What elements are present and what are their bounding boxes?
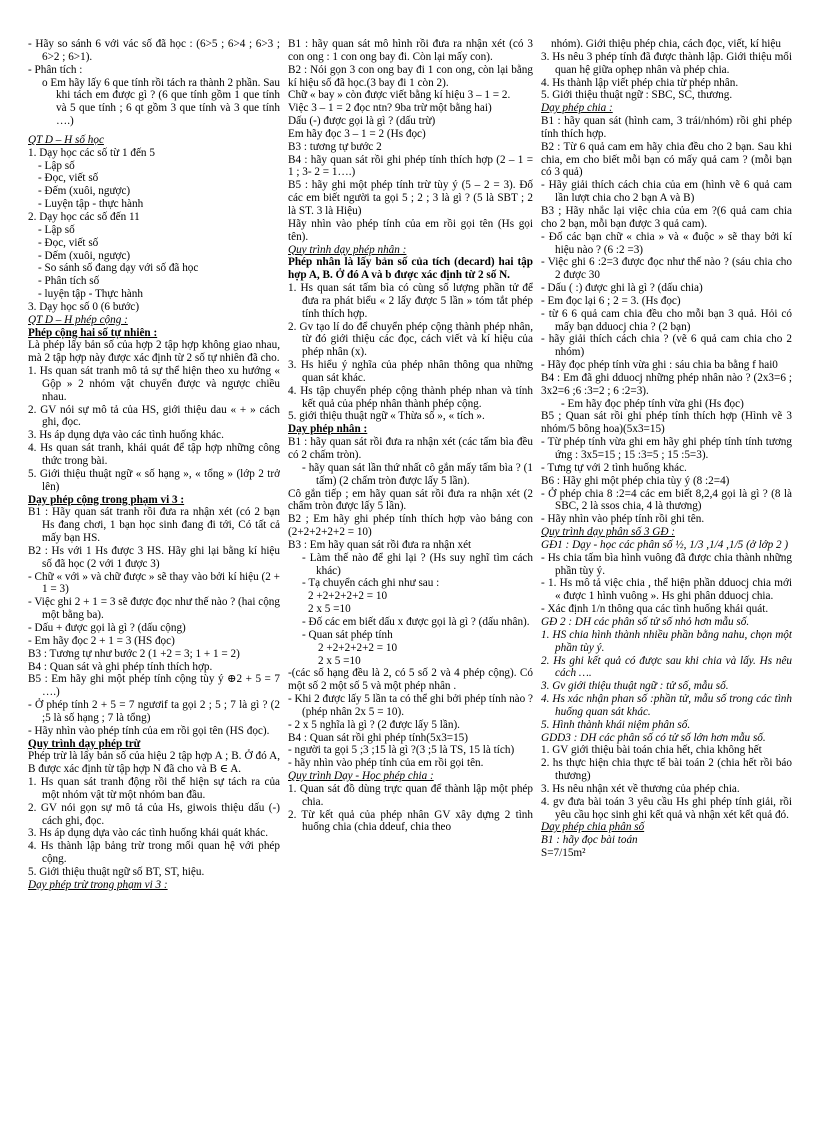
text-line: 4. Hs thành lập bảng trừ trong mối quan hệ với phép cộng. [28, 840, 280, 866]
text-line: 2. Gv tạo lí do để chuyển phép cộng thành phép nhân, từ đó giới thiệu các đọc, cách viết và kí hiệu của phép nhân (x). [288, 320, 533, 359]
text-line: B1 : Hãy quan sát tranh rồi đưa ra nhận xét (có 2 bạn Hs đang chơi, 1 bạn học sinh đang đi tới, Có tất cả mấy bạn HS. [28, 506, 280, 545]
text-line: B4 : Quan sát và ghi phép tính thích hợp. [28, 660, 213, 673]
text-line: - người ta gọi 5 ;3 ;15 là gì ?(3 ;5 là TS, 15 là tích) [288, 744, 515, 757]
text-line: 1. Hs quan sát tranh động rồi thể hiện sự tách ra của một nhóm vật từ một nhóm ban đầu. [28, 776, 280, 801]
text-line: 3. Hs áp dụng dựa vào các tình huống khác. [28, 429, 224, 442]
text-line: Dạy phép chia phân số [541, 821, 645, 834]
text-line: Em hãy đọc 3 – 1 = 2 (Hs đọc) [288, 127, 426, 140]
text-line: - Tạ chuyển cách ghi như sau : [302, 577, 440, 590]
text-line: 3. Hs nêu nhận xét về thương của phép chia. [541, 782, 740, 795]
text-line: - Hãy nhìn vào phép tính rồi ghi tên. [541, 513, 705, 526]
text-line: - Hãy đọc phép tính vừa ghi : sáu chia ba bằng f hai0 [541, 359, 778, 372]
text-line: 2. Dạy học các số đến 11 [28, 210, 140, 223]
text-line: - Xác định 1/n thông qua các tình huống khái quát. [541, 603, 769, 616]
text-line: - Đố các em biết dấu x được gọi là gì ? (dấu nhân). [302, 615, 530, 628]
column-1 [28, 38, 280, 1113]
text-line: - từ 6 6 quả cam chia đều cho mỗi bạn 3 quả. Hỏi có mấy bạn dduocj chia ? (2 bạn) [541, 307, 792, 333]
text-line: B6 : Hãy ghi một phép chia tùy ý (8 :2=4) [541, 474, 730, 487]
text-line: - Làm thế nào để ghi lại ? (Hs suy nghĩ tìm cách khác) [302, 551, 533, 577]
text-line: - Quan sát phép tính [302, 628, 393, 641]
text-line: B2 : Nói gọn 3 con ong bay đi 1 con ong, còn lại bằng kí hiệu số đã học.(3 bay đi 1 còn 2). [288, 63, 533, 89]
text-line: 1. Dạy học các số từ 1 đến 5 [28, 146, 155, 159]
text-line: 3. Hs hiểu ý nghĩa của phép nhân thông qua những quan sát khác. [288, 359, 533, 384]
text-line: - Ở phép chia 8 :2=4 các em biết 8,2,4 gọi là gì ? (8 là SBC, 2 là ssos chia, 4 là thương) [541, 487, 792, 513]
text-line: - 2 x 5 nghĩa là gì ? (2 được lấy 5 lần). [288, 718, 460, 731]
text-line: S=7/15m² [541, 847, 586, 860]
text-line: - Tưng tự với 2 tình huống khác. [541, 461, 687, 474]
text-line: Quy trình dạy phép nhân : [288, 243, 407, 256]
text-line: 5. Giới thiệu thuật ngữ « số hạng », « tổng » (lớp 2 trở lên) [28, 467, 280, 493]
text-line: B3 : tương tự bước 2 [288, 140, 382, 153]
text-line: - Lập số [38, 223, 75, 236]
text-line: - Đọc, viết số [38, 172, 99, 185]
text-line: 1. Hs quan sát tranh mô tả sự thể hiện theo xu hướng « Gộp » 2 nhóm vật chuyển được và ngược chiều nhau. [28, 365, 280, 403]
text-line: 1. HS chia hình thành nhiều phần bằng nahu, chọn một phần tùy ý. [541, 628, 792, 654]
text-line: - Việc ghi 2 + 1 = 3 sẽ được đọc như thế nào ? (hai cộng một bằng ba). [28, 596, 280, 622]
text-line: - Đếm (xuôi, ngược) [38, 185, 131, 198]
text-line: QT D – H phép cộng : [28, 313, 128, 326]
text-line: GĐ1 : Dạy - học các phân số ½, 1/3 ,1/4 ,1/5 (ở lớp 2 ) [541, 538, 789, 551]
column-3 [541, 38, 792, 1113]
text-line: 3. Hs áp dụng dựa vào các tình huống khái quát khác. [28, 827, 269, 840]
text-line: 2. Từ kết quả của phép nhân GV xây dựng 2 tình huống chia (chia ddeuf, chia theo [288, 808, 533, 834]
document-page [28, 38, 792, 1113]
text-line: Hãy nhìn vào phép tính của em rồi gọi tên (Hs gọi tên). [288, 217, 533, 243]
text-line: - Dếm (xuôi, ngược) [38, 249, 131, 262]
text-line: Quy trình dạy phân số 3 GĐ : [541, 526, 675, 539]
text-line: - Việc ghi 6 :2=3 được đọc như thế nào ? (sáu chia cho 2 được 30 [541, 256, 792, 282]
text-line: - Hãy giải thích cách chia của em (hình vẽ 6 quả cam lần lượt chia cho 2 bạn A và B) [541, 179, 792, 205]
text-line: 3. Gv giới thiệu thuật ngữ : tử số, mẫu số. [541, 680, 729, 693]
text-line: QT D – H số học [28, 133, 104, 146]
text-line: - Chữ « với » và chữ được » sẽ thay vào bởi kí hiệu (2 + 1 = 3) [28, 570, 280, 596]
text-line: - Em đọc lại 6 ; 2 = 3. (Hs đọc) [541, 294, 681, 307]
text-line: 4. Hs thành lập viết phép chia từ phép nhân. [541, 76, 739, 89]
text-line: 2 x 5 =10 [318, 654, 361, 667]
text-line: - Dấu + được gọi là gì ? (dấu cộng) [28, 621, 186, 634]
text-line: B1 : hãy đọc bài toán [541, 834, 638, 847]
text-line: B3 : Tương tự như bước 2 (1 +2 = 3; 1 + 1 = 2) [28, 647, 240, 660]
text-line: 2 +2+2+2+2 = 10 [318, 641, 398, 654]
text-line: 2. hs thực hiện chia thực tế bài toán 2 (chia hết rồi báo thương) [541, 757, 792, 783]
text-line: B5 : hãy ghi một phép tính trừ tùy ý (5 – 2 = 3). Đố các em biết người ta gọi 5 ; 2 ; 3 là gì ? (5 là SBT ; 2 là ST. 3 là Hiệu) [288, 179, 533, 217]
text-line: 5. giới thiệu thuật ngữ « Thừa số », « tích ». [288, 410, 485, 423]
text-line: - Từ phép tính vừa ghi em hãy ghi phép tính tính tương ứng : 3x5=15 ; 15 :3=5 ; 15 :5=3). [541, 436, 792, 461]
text-line: 4. gv đưa bài toán 3 yêu cầu Hs ghi phép tính giải, rồi yêu cầu học sinh ghi kết quả và nhận xét kết quả đó. [541, 795, 792, 821]
text-line: Dạy phép nhân : [288, 423, 368, 436]
text-line: 2 x 5 =10 [308, 603, 351, 616]
text-line: - Khi 2 được lấy 5 lần ta có thể ghi bởi phép tính nào ? (phép nhân 2x 5 = 10). [288, 693, 533, 718]
text-line: - Em hãy đọc 2 + 1 = 3 (HS đọc) [28, 634, 175, 647]
text-line: B3 : Em hãy quan sát rồi đưa ra nhận xét [288, 538, 472, 551]
text-line: - Em hãy đọc phép tính vừa ghi (Hs đọc) [561, 397, 744, 410]
text-line: - Hs chia tấm bìa hình vuông đã được chia thành những phần tùy ý. [541, 551, 792, 577]
text-line: 2. Hs ghi kết quả có được sau khi chia và lấy. Hs nêu cách …. [541, 654, 792, 680]
text-line: - Đố các bạn chữ « chia » và « đuộc » sẽ thay bởi kí hiệu nào ? (6 :2 =3) [541, 230, 792, 256]
text-line: 5. Hình thành khái niệm phân số. [541, 718, 691, 731]
text-line: 5. Giới thiệu thuật ngữ : SBC, SC, thương. [541, 89, 733, 102]
text-line: 3. Dạy học số 0 (6 bước) [28, 300, 140, 313]
text-line: 2 +2+2+2+2 = 10 [308, 590, 388, 603]
text-line: 1. Quan sát đồ dùng trực quan để thành lập một phép chia. [288, 782, 533, 808]
text-line: 5. Giới thiệu thuật ngữ số BT, ST, hiệu. [28, 866, 205, 878]
text-line: B5 ; Quan sát rồi ghi phép tính thích hợp (Hình vẽ 3 nhóm/5 bông hoa)(5x3=15) [541, 410, 792, 436]
text-line: 4. Hs tập chuyển phép cộng thành phép nhan và tính kết quả của phép nhân thành phép cộng. [288, 384, 533, 410]
text-line: B4 : Quan sát rồi ghi phép tính(5x3=15) [288, 731, 469, 744]
text-line: 3. Hs nêu 3 phép tính đã được thành lập. Giới thiệu mối quan hệ giữa ophẹp nhân và phép chia. [541, 50, 792, 76]
text-line: B4 : Em đã ghi dduocj những phép nhân nào ? (2x3=6 ; 3x2=6 ;6 :3=2 ; 6 :2=3). [541, 371, 792, 397]
text-line: Là phép lấy bản số của hợp 2 tập hợp không giao nhau, mà 2 tập hợp này được xác định từ 2 số tự nhiên đã cho. [28, 339, 280, 365]
text-line: o Em hãy lấy 6 que tính rồi tách ra thành 2 phần. Sau khi tách em được gì ? (6 que tính gồm 1 que tính và 5 que tính ; 6 qt gồm 3 que tính và 3 que tính ….) [42, 76, 280, 128]
text-line: - hãy giải thích cách chia ? (vẽ 6 quả cam chia cho 2 nhóm) [541, 333, 792, 359]
text-line: Phép nhân là lấy bản số của tích (decard) hai tập hợp A, B. Ở đó A và b được xác định từ 2 số N. [288, 256, 533, 282]
text-line: 4. Hs quan sát tranh, khái quát để tập hợp những công thức trong bài. [28, 442, 280, 467]
text-line: B2 : Hs với 1 Hs được 3 HS. Hãy ghi lại bằng kí hiệu số đã học (2 với 1 được 3) [28, 544, 280, 570]
text-line: Chữ « bay » còn được viết bằng kí hiệu 3 – 1 = 2. [288, 89, 511, 102]
text-line: Cô gắn tiếp ; em hãy quan sát rồi đưa ra nhận xét (2 chấm tròn được lấy 5 lần). [288, 487, 533, 513]
text-line: Dạy phép trừ trong phạm vi 3 : [28, 878, 168, 891]
text-line: nhóm). Giới thiệu phép chia, cách đọc, viết, kí hiệu [551, 38, 781, 50]
text-line: - Phân tích số [38, 275, 100, 288]
text-line: - Ở phép tính 2 + 5 = 7 ngươif ta gọi 2 ; 5 ; 7 là gì ? (2 ;5 là số hạng ; 7 là tổng) [28, 699, 280, 724]
text-line: - Luyện tập - thực hành [38, 198, 144, 211]
text-line: B1 : hãy quan sát rồi đưa ra nhận xét (các tấm bìa đều có 2 chấm tròn). [288, 436, 533, 461]
text-line: - Hãy nhìn vào phép tính của em rồi gọi tên (HS đọc). [28, 724, 270, 737]
text-line: - hãy nhìn vào phép tính của em rồi gọi tên. [288, 757, 484, 770]
text-line: - Đọc, viết số [38, 236, 99, 249]
text-line: Việc 3 – 1 = 2 đọc ntn? 9ba trừ một bằng hai) [288, 102, 492, 115]
text-line: B3 ; Hãy nhắc lại việc chia của em ?(6 quả cam chia cho 2 bạn, mỗi bạn được 3 quả cam). [541, 204, 792, 230]
text-line: - Dấu ( :) được ghi là gì ? (dấu chia) [541, 282, 703, 295]
text-line: B2 : Từ 6 quả cam em hãy chia đều cho 2 bạn. Sau khi chia, em cho biết mỗi bạn có mấy quả cam ? (mỗi bạn có 3 quả) [541, 140, 792, 179]
text-line: - 1. Hs mô tả việc chia , thể hiện phần dduocj chia mới « được 1 hình vuông ». Hs ghi phân dduocj chia. [541, 577, 792, 603]
text-line: - Phân tích : [28, 63, 83, 76]
text-line: - Hãy so sánh 6 với vác số đã học : (6>5 ; 6>4 ; 6>3 ; 6>2 ; 6>1). [28, 38, 280, 63]
text-line: B1 : hãy quan sát mô hình rồi đưa ra nhận xét (có 3 con ong : 1 con ong bay đi. Còn lại mấy con). [288, 38, 533, 63]
text-line: B5 : Em hãy ghi một phép tính cộng tùy ý ⊕2 + 5 = 7 ….) [28, 673, 280, 699]
text-line: Quy trình Dạy - Học phép chia : [288, 770, 434, 783]
text-line: GĐ 2 : DH các phân số tử số nhỏ hơn mẫu số. [541, 615, 750, 628]
text-line: 1. GV giới thiệu bài toán chia hết, chia không hết [541, 744, 762, 757]
text-line: 1. Hs quan sát tấm bìa có cùng số lượng phần tử để đưa ra phát biểu « 2 lấy được 5 lần » tóm tắt phép tính thích hợp. [288, 282, 533, 320]
text-line: Phép trừ là lấy bản số của hiệu 2 tập hợp A ; B. Ở đó A, B được xác định từ tập hợp N đã cho và B ∈ A. [28, 750, 280, 776]
text-line: 2. GV nói gọn sự mô tả của Hs, giwois thiệu dấu (-) cách ghi, đọc. [28, 801, 280, 827]
text-line: B2 ; Em hãy ghi phép tính thích hợp vào bảng con (2+2+2+2+2 = 10) [288, 513, 533, 539]
text-line: B4 : hãy quan sát rồi ghi phép tính thích hợp (2 – 1 = 1 ; 3- 2 = 1….) [288, 153, 533, 179]
text-line: - Lập số [38, 159, 75, 172]
text-line: 2. GV nói sự mô tả của HS, giới thiệu dau « + » cách ghi, đọc. [28, 403, 280, 429]
text-line: Dạy phép cộng trong phạm vi 3 : [28, 493, 185, 506]
text-line: - So sánh số đang dạy với số đã học [38, 262, 199, 275]
text-line: GDD3 : DH các phân số có tử số lớn hơn mẫu số. [541, 731, 766, 744]
text-line: - hãy quan sát lần thứ nhất cô gắn mấy tấm bìa ? (1 tấm) (2 chấm tròn được lấy 5 lần). [302, 461, 533, 487]
text-line: Dấu (-) được gọi là gì ? (dấu trừ) [288, 115, 436, 128]
column-2 [288, 38, 533, 1113]
text-line: Dạy phép chia : [541, 102, 613, 115]
text-line: Phép cộng hai số tự nhiên : [28, 326, 158, 339]
text-line: Quy trình dạy phép trừ [28, 737, 141, 750]
text-line: 4. Hs xác nhận phan số :phần tử, mẫu số trong các tình huống quan sát khác. [541, 693, 792, 718]
text-line: B1 : hãy quan sát (hình cam, 3 trái/nhóm) rồi ghi phép tính thích hợp. [541, 115, 792, 140]
text-line: - luyện tập - Thực hành [38, 288, 143, 301]
text-line: -(các số hạng đều là 2, có 5 số 2 và 4 phép cộng). Có một số 2 một số 5 và một phép nhân . [288, 667, 533, 693]
